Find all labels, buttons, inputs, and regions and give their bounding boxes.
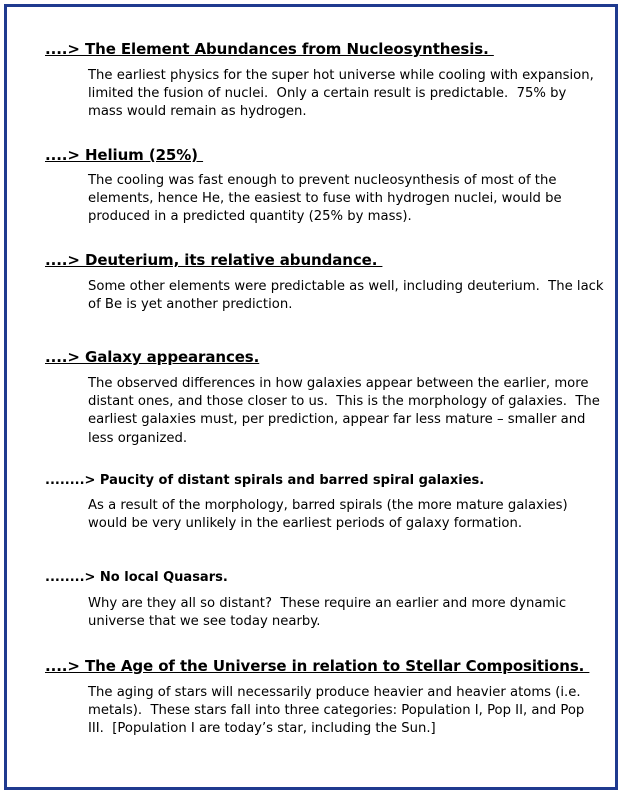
paragraph-line: elements, hence He, the easiest to fuse with hydrogen nuclei, would be (88, 191, 562, 207)
paragraph-line: metals). These stars fall into three categories: Population I, Pop II, and Pop (88, 703, 585, 719)
paragraph-line: The cooling was fast enough to prevent nucleosynthesis of most of the (88, 173, 557, 188)
heading-nucleosynthesis: ....> The Element Abundances from Nucleosynthesis. (45, 40, 494, 58)
paragraph-line: Why are they all so distant? These require an earlier and more dynamic (88, 596, 567, 611)
subheading-paucity-spirals: ........> Paucity of distant spirals and barred spiral galaxies. (45, 473, 485, 488)
paragraph-line: less organized. (88, 430, 188, 446)
heading-age-of-universe: ....> The Age of the Universe in relation to Stellar Compositions. (45, 657, 590, 675)
paragraph-line: Some other elements were predictable as well, including deuterium. The lack (88, 279, 604, 294)
paragraph-paucity-spirals (88, 497, 608, 533)
heading-galaxy-appearances: ....> Galaxy appearances. (45, 348, 260, 366)
paragraph-helium (88, 172, 608, 227)
paragraph-line: limited the fusion of nuclei. Only a certain result is predictable. 75% by (88, 86, 567, 102)
paragraph-line: The earliest physics for the super hot universe while cooling with expansion, (88, 68, 594, 83)
paragraph-line: of Be is yet another prediction. (88, 297, 293, 313)
paragraph-line: would be very unlikely in the earliest periods of galaxy formation. (88, 516, 523, 532)
paragraph-line: distant ones, and those closer to us. This is the morphology of galaxies. The (88, 394, 600, 410)
paragraph-galaxy-appearances (88, 375, 608, 448)
paragraph-line: earliest galaxies must, per prediction, appear far less mature – smaller and (88, 412, 586, 428)
paragraph-line: As a result of the morphology, barred spirals (the more mature galaxies) (88, 498, 568, 513)
paragraph-line: universe that we see today nearby. (88, 614, 321, 630)
paragraph-line: III. [Population I are today’s star, including the Sun.] (88, 721, 436, 737)
paragraph-no-local-quasars (88, 595, 608, 631)
paragraph-line: The aging of stars will necessarily produce heavier and heavier atoms (i.e. (88, 685, 581, 700)
paragraph-line: mass would remain as hydrogen. (88, 104, 307, 120)
paragraph-line: The observed differences in how galaxies appear between the earlier, more (88, 376, 589, 391)
paragraph-line: produced in a predicted quantity (25% by mass). (88, 209, 412, 225)
heading-deuterium: ....> Deuterium, its relative abundance. (45, 251, 383, 269)
heading-helium: ....> Helium (25%) (45, 146, 204, 164)
paragraph-nucleosynthesis (88, 67, 608, 122)
paragraph-age-of-universe (88, 684, 608, 739)
subheading-no-local-quasars: ........> No local Quasars. (45, 570, 228, 585)
paragraph-deuterium (88, 278, 608, 314)
